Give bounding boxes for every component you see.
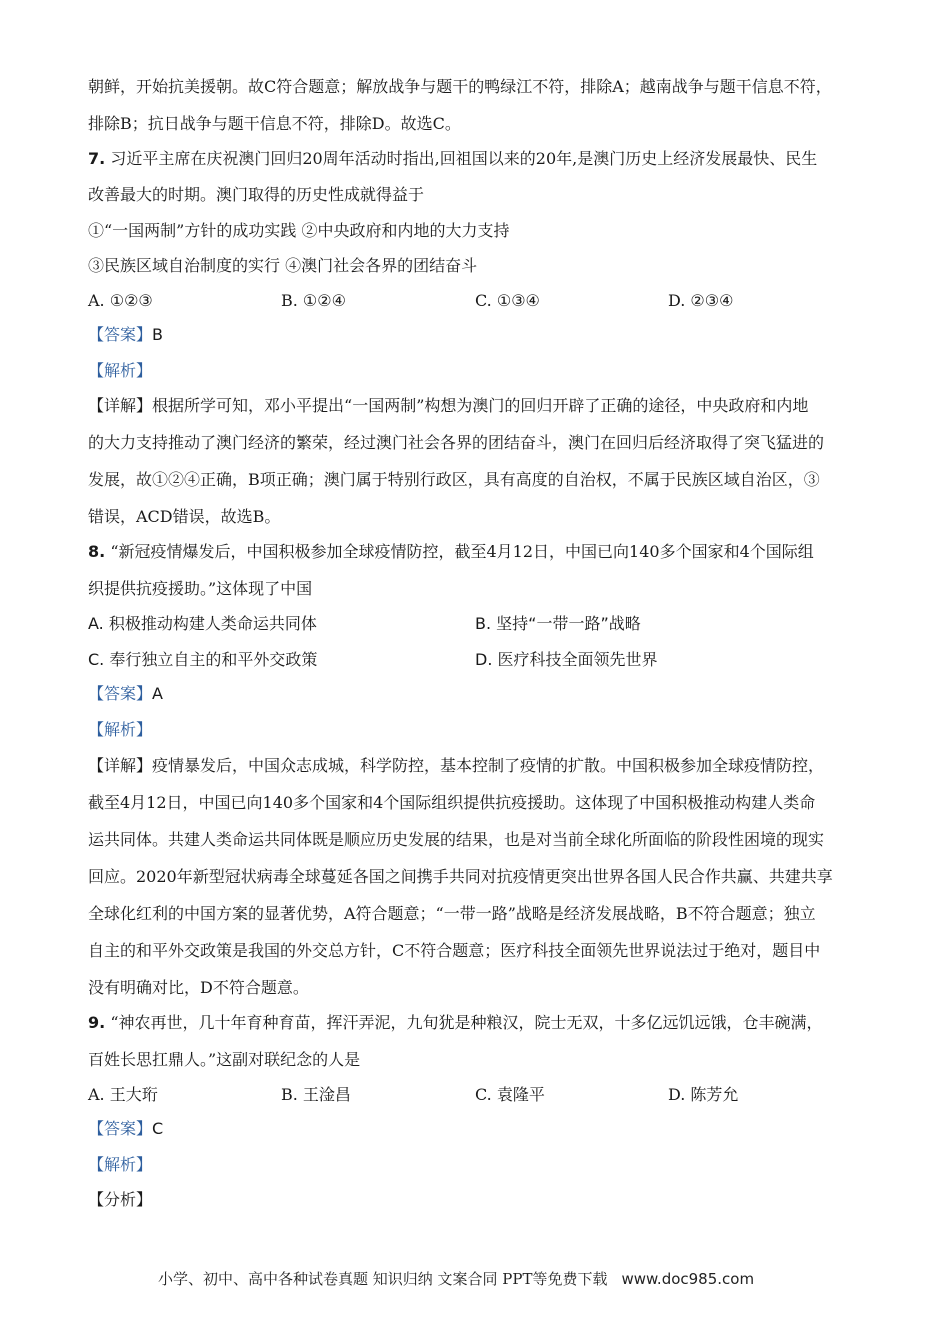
fenxi-tag: 【分析】	[88, 1190, 153, 1209]
paragraph-line: 朝鲜，开始抗美援朝。故C符合题意；解放战争与题干的鸭绿江不符，排除A；越南战争与题干信息不符，	[88, 77, 832, 96]
question-9-stem-cont: 百姓长思扛鼎人。”这副对联纪念的人是	[88, 1050, 361, 1069]
question-7-item: ①“一国两制”方针的成功实践 ②中央政府和内地的大力支持	[88, 221, 510, 240]
answer-value: C	[152, 1119, 164, 1138]
answer-tag: 【答案】	[88, 325, 153, 344]
option-a: A. 积极推动构建人类命运共同体	[88, 614, 317, 633]
detail-line: 错误，ACD错误，故选B。	[88, 507, 281, 526]
question-9-stem	[88, 1012, 823, 1034]
question-text: “神农再世，几十年育种育苗，挥汗弄泥，九旬犹是种粮汉，院士无双，十多亿远饥远饿，仓丰碗满，	[110, 1013, 823, 1032]
footer-text: 小学、初中、高中各种试卷真题 知识归纳 文案合同 PPT等免费下载	[158, 1270, 608, 1288]
question-7-stem-cont: 改善最大的时期。澳门取得的历史性成就得益于	[88, 185, 425, 204]
option-d: D. 医疗科技全面领先世界	[475, 650, 658, 669]
detail-text: 根据所学可知，邓小平提出“一国两制”构想为澳门的回归开辟了正确的途径，中央政府和内地	[152, 396, 809, 415]
option-a: A. ①②③	[88, 291, 153, 310]
footer-link[interactable]: www.doc985.com	[621, 1270, 755, 1288]
detail-text: 疫情暴发后，中国众志成城，科学防控，基本控制了疫情的扩散。中国积极参加全球疫情防控，	[152, 756, 825, 775]
option-d: D. 陈芳允	[668, 1085, 739, 1104]
question-number: 7.	[88, 149, 106, 168]
detail-line: 发展，故①②④正确，B项正确；澳门属于特别行政区，具有高度的自治权，不属于民族区域自治区，③	[88, 470, 820, 489]
option-b: B. 坚持“一带一路”战略	[475, 614, 641, 633]
answer-line	[88, 324, 163, 346]
question-7-stem	[88, 148, 817, 170]
question-number: 8.	[88, 542, 106, 561]
detail-line: 自主的和平外交政策是我国的外交总方针，C不符合题意；医疗科技全面领先世界说法过于绝对，题目中	[88, 941, 821, 960]
option-d: D. ②③④	[668, 291, 734, 310]
detail-line: 运共同体。共建人类命运共同体既是顺应历史发展的结果，也是对当前全球化所面临的阶段性困境的现实	[88, 830, 825, 849]
detail-tag: 【详解】	[88, 396, 153, 415]
answer-value: B	[152, 325, 163, 344]
answer-tag: 【答案】	[88, 1119, 153, 1138]
question-8-stem-cont: 织提供抗疫援助。”这体现了中国	[88, 579, 313, 598]
option-c: C. 袁隆平	[475, 1085, 545, 1104]
question-7-item: ③民族区域自治制度的实行 ④澳门社会各界的团结奋斗	[88, 256, 478, 275]
question-number: 9.	[88, 1013, 106, 1032]
answer-line	[88, 683, 163, 705]
option-a: A. 王大珩	[88, 1085, 158, 1104]
detail-line	[88, 755, 824, 777]
option-b: B. 王淦昌	[281, 1085, 351, 1104]
question-text: 习近平主席在庆祝澳门回归20周年活动时指出,回祖国以来的20年,是澳门历史上经济发展最快、民生	[110, 149, 818, 168]
analysis-tag: 【解析】	[88, 720, 153, 739]
option-c: C. ①③④	[475, 291, 540, 310]
detail-line: 截至4月12日，中国已向140多个国家和4个国际组织提供抗疫援助。这体现了中国积极推动构建人类命	[88, 793, 816, 812]
option-b: B. ①②④	[281, 291, 346, 310]
detail-line: 的大力支持推动了澳门经济的繁荣，经过澳门社会各界的团结奋斗，澳门在回归后经济取得了突飞猛进的	[88, 433, 825, 452]
detail-line	[88, 395, 808, 417]
page-footer	[158, 1268, 754, 1289]
question-8-stem	[88, 541, 814, 563]
answer-line	[88, 1118, 163, 1140]
paragraph-line: 排除B；抗日战争与题干信息不符，排除D。故选C。	[88, 114, 461, 133]
question-text: “新冠疫情爆发后，中国积极参加全球疫情防控，截至4月12日，中国已向140多个国家和4个国际组	[110, 542, 814, 561]
detail-line: 回应。2020年新型冠状病毒全球蔓延各国之间携手共同对抗疫情更突出世界各国人民合作共赢、共建共享	[88, 867, 833, 886]
detail-line: 全球化红利的中国方案的显著优势，A符合题意；“一带一路”战略是经济发展战略，B不符合题意；独立	[88, 904, 816, 923]
detail-tag: 【详解】	[88, 756, 153, 775]
answer-tag: 【答案】	[88, 684, 153, 703]
answer-value: A	[152, 684, 163, 703]
option-c: C. 奉行独立自主的和平外交政策	[88, 650, 318, 669]
analysis-tag: 【解析】	[88, 1155, 153, 1174]
detail-line: 没有明确对比，D不符合题意。	[88, 978, 309, 997]
analysis-tag: 【解析】	[88, 361, 153, 380]
